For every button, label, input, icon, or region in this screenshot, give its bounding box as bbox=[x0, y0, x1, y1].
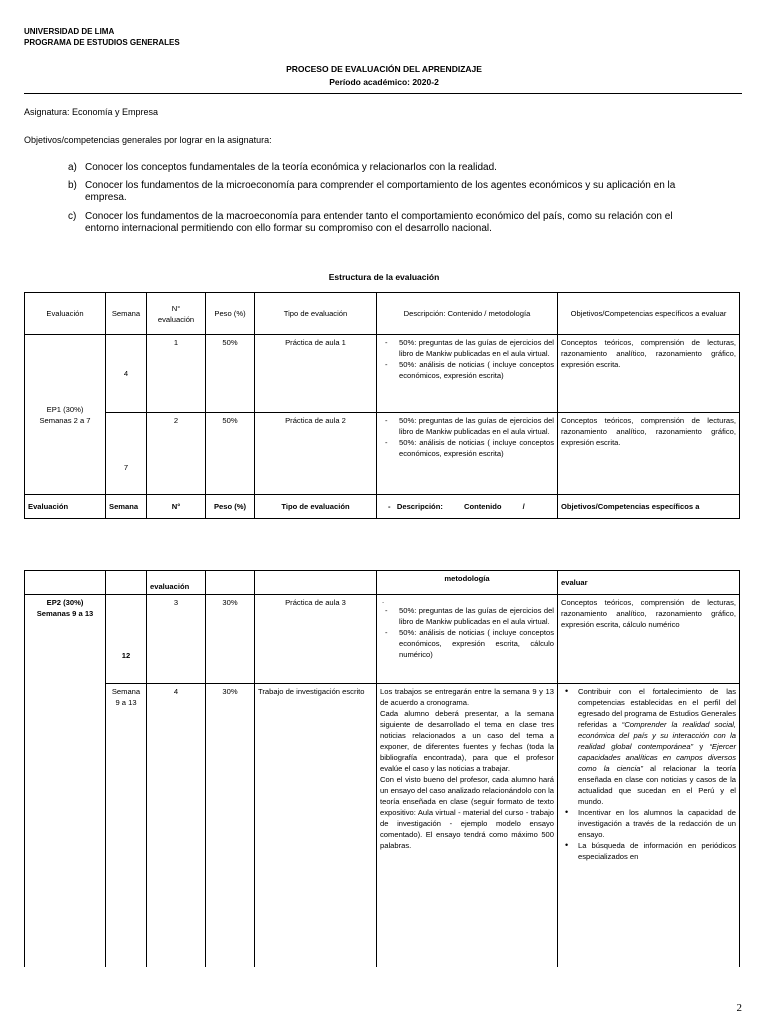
description-item: - 50%: preguntas de las guías de ejercicios del libro de Mankiw publicadas en el aula virtual. bbox=[380, 605, 554, 627]
subject-line: Asignatura: Economía y Empresa bbox=[24, 107, 159, 117]
col-tipo: Tipo de evaluación bbox=[255, 495, 377, 519]
peso-cell: 30% bbox=[206, 684, 255, 967]
table-header-row bbox=[25, 293, 740, 335]
table-header-continuation bbox=[25, 571, 740, 595]
numero-cell: 2 bbox=[147, 413, 206, 495]
objective-text: Conocer los fundamentos de la microeconomía para comprender el comportamiento de los agentes económicos y su aplicación en la bbox=[85, 180, 676, 191]
descripcion-cell bbox=[377, 684, 558, 967]
description-paragraph: Cada alumno deberá presentar, a la semana siguiente de desarrollado el tema en clase tres noticias relacionados a un caso del tema a exponer, de diferentes fuentes y fechas (toda la bibliografía encontrada), para que el profesor evalúe el caso y las noticias a trabajar. bbox=[380, 709, 554, 773]
descripcion-cell bbox=[377, 413, 558, 495]
objective-label: b) bbox=[68, 180, 77, 191]
description-item: - 50%: análisis de noticias ( incluye conceptos económicos, expresión escrita) bbox=[380, 437, 554, 459]
col-objetivos: Objetivos/Competencias específicos a bbox=[558, 495, 740, 519]
semana-value: 7 bbox=[123, 463, 129, 472]
program-name: PROGRAMA DE ESTUDIOS GENERALES bbox=[24, 38, 180, 47]
university-name: UNIVERSIDAD DE LIMA bbox=[24, 27, 115, 36]
objective-bullet: • Incentivar en los alumnos la capacidad de investigación a través de la redacción de un ensayo. bbox=[561, 807, 736, 840]
tipo-cell: Práctica de aula 1 bbox=[255, 335, 377, 413]
col-peso: Peso (%) bbox=[206, 495, 255, 519]
peso-cell: 50% bbox=[206, 335, 255, 413]
numero-cell: 3 bbox=[147, 595, 206, 684]
description-item: - 50%: preguntas de las guías de ejercicios del libro de Mankiw publicadas en el aula virtual. bbox=[380, 337, 554, 359]
description-item: - 50%: análisis de noticias ( incluye conceptos económicos, expresión escrita) bbox=[380, 359, 554, 381]
tipo-cell: Práctica de aula 2 bbox=[255, 413, 377, 495]
col-numero-b: evaluación bbox=[157, 314, 195, 324]
semana-value: 12 bbox=[121, 650, 131, 660]
tipo-cell: Práctica de aula 3 bbox=[255, 595, 377, 684]
col-evaluacion: Evaluación bbox=[25, 293, 106, 335]
col-semana: Semana bbox=[106, 495, 147, 519]
ep2-cell bbox=[25, 595, 106, 967]
col-objetivos-cont: evaluar bbox=[558, 571, 740, 595]
semana-cell: Semana 9 a 13 bbox=[106, 684, 147, 967]
col-semana: Semana bbox=[106, 293, 147, 335]
objective-text-cont: empresa. bbox=[85, 192, 127, 203]
peso-cell: 50% bbox=[206, 413, 255, 495]
table-row bbox=[25, 595, 740, 684]
table-row bbox=[25, 684, 740, 967]
col-descripcion-text: Descripción: Contenido / bbox=[396, 502, 525, 511]
ep1-weeks: Semanas 2 a 7 bbox=[39, 415, 91, 425]
col-numero-cont: evaluación bbox=[147, 571, 206, 595]
numero-cell: 1 bbox=[147, 335, 206, 413]
ep1-label: EP1 (30%) bbox=[46, 404, 84, 414]
university-header bbox=[24, 26, 180, 48]
col-numero bbox=[147, 293, 206, 335]
objetivos-cell bbox=[558, 684, 740, 967]
description-item: - 50%: preguntas de las guías de ejercicios del libro de Mankiw publicadas en el aula virtual. bbox=[380, 415, 554, 437]
col-numero-a: N° bbox=[171, 303, 181, 313]
objectives-heading: Objetivos/competencias generales por lograr en la asignatura: bbox=[24, 135, 272, 145]
academic-period: Período académico: 2020-2 bbox=[329, 77, 439, 87]
objective-label: c) bbox=[68, 211, 77, 222]
col-descripcion-cont: metodología bbox=[377, 571, 558, 595]
ep2-weeks: Semanas 9 a 13 bbox=[36, 609, 94, 618]
objective-text: Contribuir con el fortalecimiento de las competencias establecidas en el perfil del egresado del programa de Estudios Generales referidas a bbox=[578, 687, 736, 729]
semana-cell: 4 bbox=[106, 335, 147, 413]
document-title: PROCESO DE EVALUACIÓN DEL APRENDIZAJE bbox=[286, 64, 482, 74]
description-item: - 50%: análisis de noticias ( incluye conceptos económicos, expresión escrita, cálculo numérico) bbox=[380, 627, 554, 660]
tipo-cell: Trabajo de investigación escrito bbox=[255, 684, 377, 967]
col-evaluacion: Evaluación bbox=[25, 495, 106, 519]
objective-bullet: • La búsqueda de información en periódicos especializados en bbox=[561, 840, 736, 862]
evaluation-table-2 bbox=[24, 570, 740, 967]
description-dot: . bbox=[382, 596, 385, 605]
table-row bbox=[25, 335, 740, 413]
objective-text-cont: entorno internacional permitiendo con ello formar su compromiso con el desarrollo nacional. bbox=[85, 223, 492, 234]
table-header-row-repeat bbox=[25, 495, 740, 519]
objetivos-cell: Conceptos teóricos, comprensión de lecturas, razonamiento analítico, razonamiento gráfico, expresión escrita. bbox=[558, 413, 740, 495]
empty-cell bbox=[106, 571, 147, 595]
col-objetivos: Objetivos/Competencias específicos a evaluar bbox=[558, 293, 740, 335]
empty-cell bbox=[206, 571, 255, 595]
ep2-label: EP2 (30%) bbox=[46, 598, 84, 607]
ep1-cell bbox=[25, 335, 106, 495]
descripcion-cell bbox=[377, 335, 558, 413]
objective-text: Conocer los conceptos fundamentales de la teoría económica y relacionarlos con la realidad. bbox=[85, 162, 497, 173]
col-peso: Peso (%) bbox=[206, 293, 255, 335]
peso-cell: 30% bbox=[206, 595, 255, 684]
table-row bbox=[25, 413, 740, 495]
col-descripcion: Descripción: Contenido / metodología bbox=[377, 293, 558, 335]
numero-cell: 4 bbox=[147, 684, 206, 967]
objective-label: a) bbox=[68, 162, 77, 173]
page-number: 2 bbox=[736, 1002, 742, 1014]
objective-text: al relacionar la teoría enseñada en clase con noticias y casos de la actualidad que sucedan en el Perú y el mundo. bbox=[578, 764, 736, 806]
objective-text: y bbox=[699, 742, 704, 751]
objective-bullet bbox=[561, 686, 736, 807]
description-paragraph: Con el visto bueno del profesor, cada alumno hará un ensayo del caso analizado relacionándolo con la teoría enseñada en clase (seguir formato de texto expositivo: Aula virtual - material del curso - trabajo de investigación - ejemplo modelo ensayo comentado). El ensayo tendrá como máximo 500 palabras. bbox=[380, 775, 554, 850]
objective-text: Conocer los fundamentos de la macroeconomía para entender tanto el comportamiento económico del país, como su relación con el bbox=[85, 211, 673, 222]
objective-a bbox=[68, 162, 748, 174]
objetivos-cell: Conceptos teóricos, comprensión de lecturas, razonamiento analítico, razonamiento gráfico, expresión escrita. bbox=[558, 335, 740, 413]
semana-cell bbox=[106, 595, 147, 684]
col-numero: N° bbox=[147, 495, 206, 519]
objective-b bbox=[68, 180, 748, 204]
empty-cell bbox=[25, 571, 106, 595]
empty-cell bbox=[255, 571, 377, 595]
structure-title: Estructura de la evaluación bbox=[328, 272, 440, 282]
col-descripcion: - Descripción: Contenido / bbox=[377, 495, 558, 519]
descripcion-cell bbox=[377, 595, 558, 684]
objective-quote: “Comprender la realidad social, económica del país y su interacción con la realidad global contemporánea” bbox=[578, 720, 736, 751]
evaluation-table-1 bbox=[24, 292, 740, 519]
col-tipo: Tipo de evaluación bbox=[255, 293, 377, 335]
objective-quote: “Ejercer capacidades analíticas en campos diversos como la ciencia” bbox=[578, 742, 736, 773]
objetivos-cell: Conceptos teóricos, comprensión de lecturas, razonamiento analítico, razonamiento gráfico, expresión escrita, cálculo numérico bbox=[558, 595, 740, 684]
header-divider bbox=[24, 93, 742, 94]
objective-c bbox=[68, 211, 748, 235]
semana-cell bbox=[106, 413, 147, 495]
description-paragraph: Los trabajos se entregarán entre la semana 9 y 13 de acuerdo a cronograma. bbox=[380, 687, 554, 707]
